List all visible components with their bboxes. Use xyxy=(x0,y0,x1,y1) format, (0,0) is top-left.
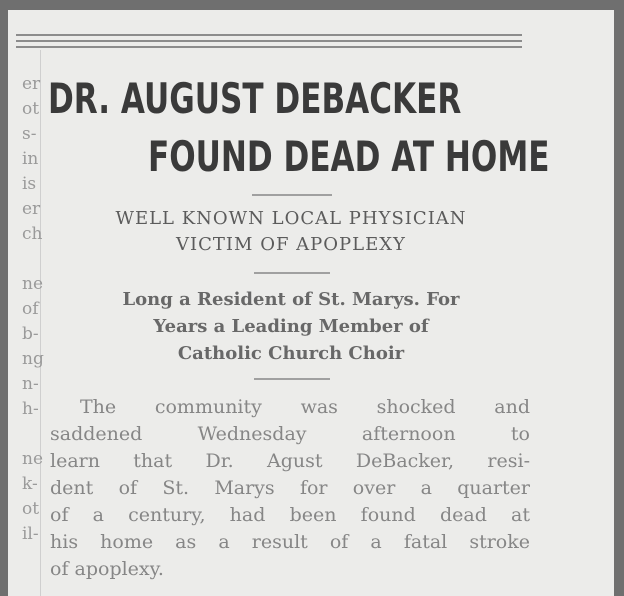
fragment: ot xyxy=(22,99,40,119)
fragment: k- xyxy=(22,474,38,494)
fragment: ch xyxy=(22,224,43,244)
deck-line-1: WELL KNOWN LOCAL PHYSICIAN xyxy=(115,208,467,229)
fragment: ot xyxy=(22,499,40,519)
divider-rule xyxy=(254,378,330,380)
fragment xyxy=(22,422,46,447)
deck-line-2: VICTIM OF APOPLEXY xyxy=(176,234,406,255)
body-line: dent of St. Marys for over a quarter xyxy=(50,477,530,499)
fragment xyxy=(22,247,46,272)
fragment: ne xyxy=(22,274,44,294)
fragment: s- xyxy=(22,124,37,144)
fragment: er xyxy=(22,74,41,94)
headline-line-1: DR. AUGUST DEBACKER xyxy=(48,74,462,123)
fragment: ne xyxy=(22,449,44,469)
top-rule xyxy=(16,46,522,48)
top-rule xyxy=(16,40,522,42)
body-line: The community was shocked and xyxy=(80,396,530,418)
headline-line-2: FOUND DEAD AT HOME xyxy=(148,132,550,181)
subhead-line-2: Years a Leading Member of xyxy=(153,316,429,337)
divider-rule xyxy=(252,194,332,196)
fragment: er xyxy=(22,199,41,219)
fragment: ng xyxy=(22,349,44,369)
body-line: of a century, had been found dead at xyxy=(50,504,530,526)
newspaper-clipping xyxy=(8,10,614,596)
body-line: of apoplexy. xyxy=(50,558,164,580)
body-line: learn that Dr. Agust DeBacker, resi- xyxy=(50,450,530,472)
fragment: h- xyxy=(22,399,39,419)
body-line: his home as a result of a fatal stroke xyxy=(50,531,530,553)
fragment: il- xyxy=(22,524,39,544)
fragment: n- xyxy=(22,374,39,394)
fragment: is xyxy=(22,174,37,194)
left-column-fragments xyxy=(22,72,46,547)
divider-rule xyxy=(254,272,330,274)
fragment: in xyxy=(22,149,39,169)
fragment: of xyxy=(22,299,39,319)
subhead-line-3: Catholic Church Choir xyxy=(177,343,405,364)
body-line: saddened Wednesday afternoon to xyxy=(50,423,530,445)
fragment: b- xyxy=(22,324,39,344)
top-rule xyxy=(16,34,522,36)
subhead-line-1: Long a Resident of St. Marys. For xyxy=(122,289,460,310)
